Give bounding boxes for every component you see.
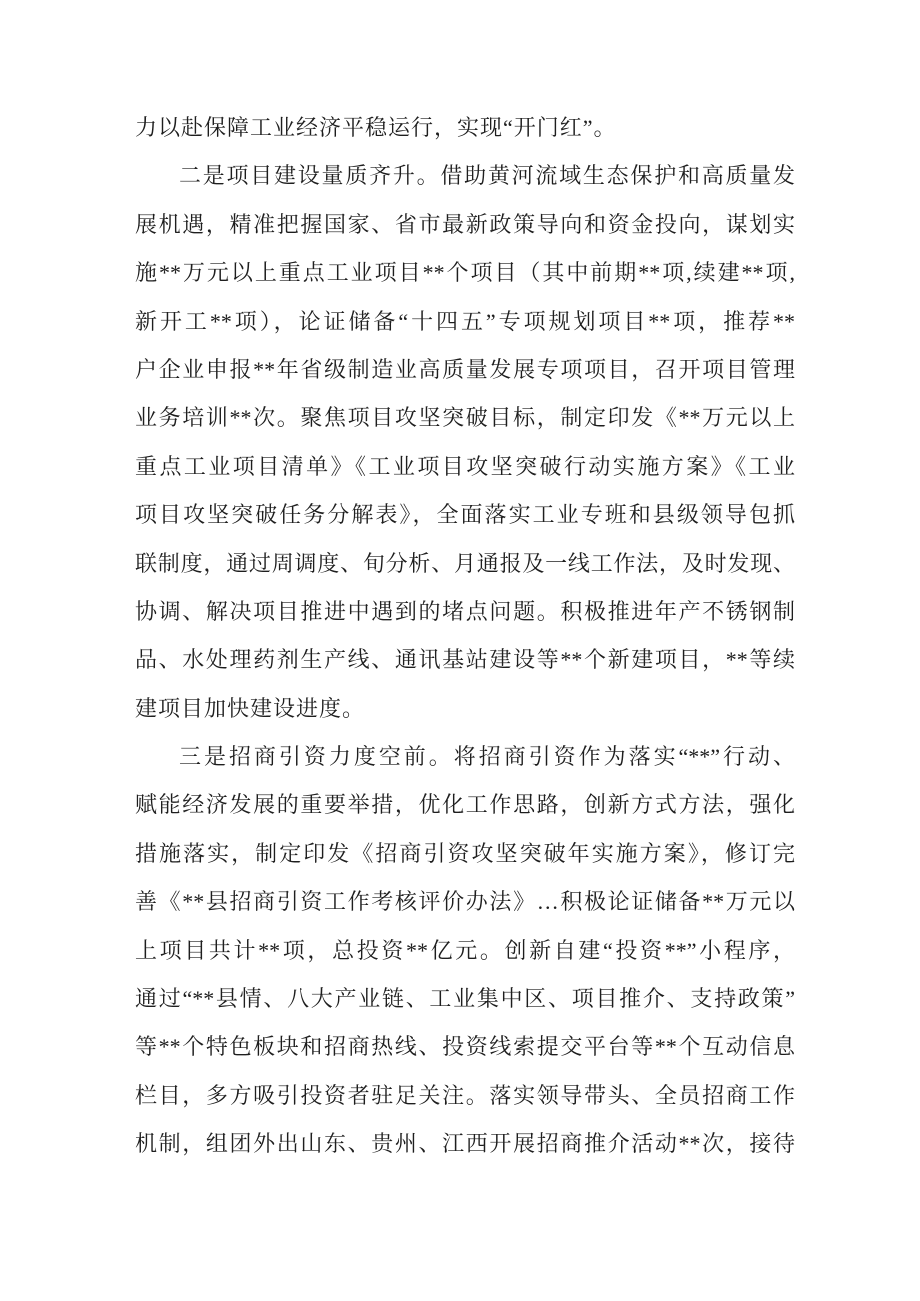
text-line: 施**万元以上重点工业项目**个项目（其中前期**项,续建**项, <box>135 260 795 286</box>
text-line: 机制，组团外出山东、贵州、江西开展招商推介活动**次，接待 <box>135 1131 795 1157</box>
text-line: 联制度，通过周调度、旬分析、月通报及一线工作法，及时发现、 <box>135 550 795 576</box>
text-line: 善《**县招商引资工作考核评价办法》…积极论证储备**万元以 <box>135 889 795 915</box>
text-line: 建项目加快建设进度。 <box>135 695 366 721</box>
text-line: 赋能经济发展的重要举措，优化工作思路，创新方式方法，强化 <box>135 792 795 818</box>
text-line: 项目攻坚突破任务分解表》，全面落实工业专班和县级领导包抓 <box>135 502 795 528</box>
text-line: 力以赴保障工业经济平稳运行，实现“开门红”。 <box>135 115 617 140</box>
text-line: 通过“**县情、八大产业链、工业集中区、项目推介、支持政策” <box>135 986 795 1012</box>
text-line: 品、水处理药剂生产线、通讯基站建设等**个新建项目，**等续 <box>135 647 795 673</box>
text-line: 三是招商引资力度空前。将招商引资作为落实“**”行动、 <box>179 744 795 770</box>
text-line: 重点工业项目清单》《工业项目攻坚突破行动实施方案》《工业 <box>135 453 795 479</box>
text-line: 协调、解决项目推进中遇到的堵点问题。积极推进年产不锈钢制 <box>135 598 795 624</box>
text-line: 二是项目建设量质齐升。借助黄河流域生态保护和高质量发 <box>179 163 795 189</box>
document-text-block <box>135 104 795 1169</box>
text-line: 新开工**项），论证储备“十四五”专项规划项目**项，推荐** <box>135 308 795 334</box>
text-line: 户企业申报**年省级制造业高质量发展专项项目，召开项目管理 <box>135 356 795 382</box>
text-line: 展机遇，精准把握国家、省市最新政策导向和资金投向，谋划实 <box>135 211 795 237</box>
text-line: 上项目共计**项，总投资**亿元。创新自建“投资**”小程序， <box>135 937 795 963</box>
text-line: 栏目，多方吸引投资者驻足关注。落实领导带头、全员招商工作 <box>135 1082 795 1108</box>
text-line: 业务培训**次。聚焦项目攻坚突破目标，制定印发《**万元以上 <box>135 405 795 431</box>
text-line: 等**个特色板块和招商热线、投资线索提交平台等**个互动信息 <box>135 1034 795 1060</box>
text-line: 措施落实，制定印发《招商引资攻坚突破年实施方案》，修订完 <box>135 840 795 866</box>
